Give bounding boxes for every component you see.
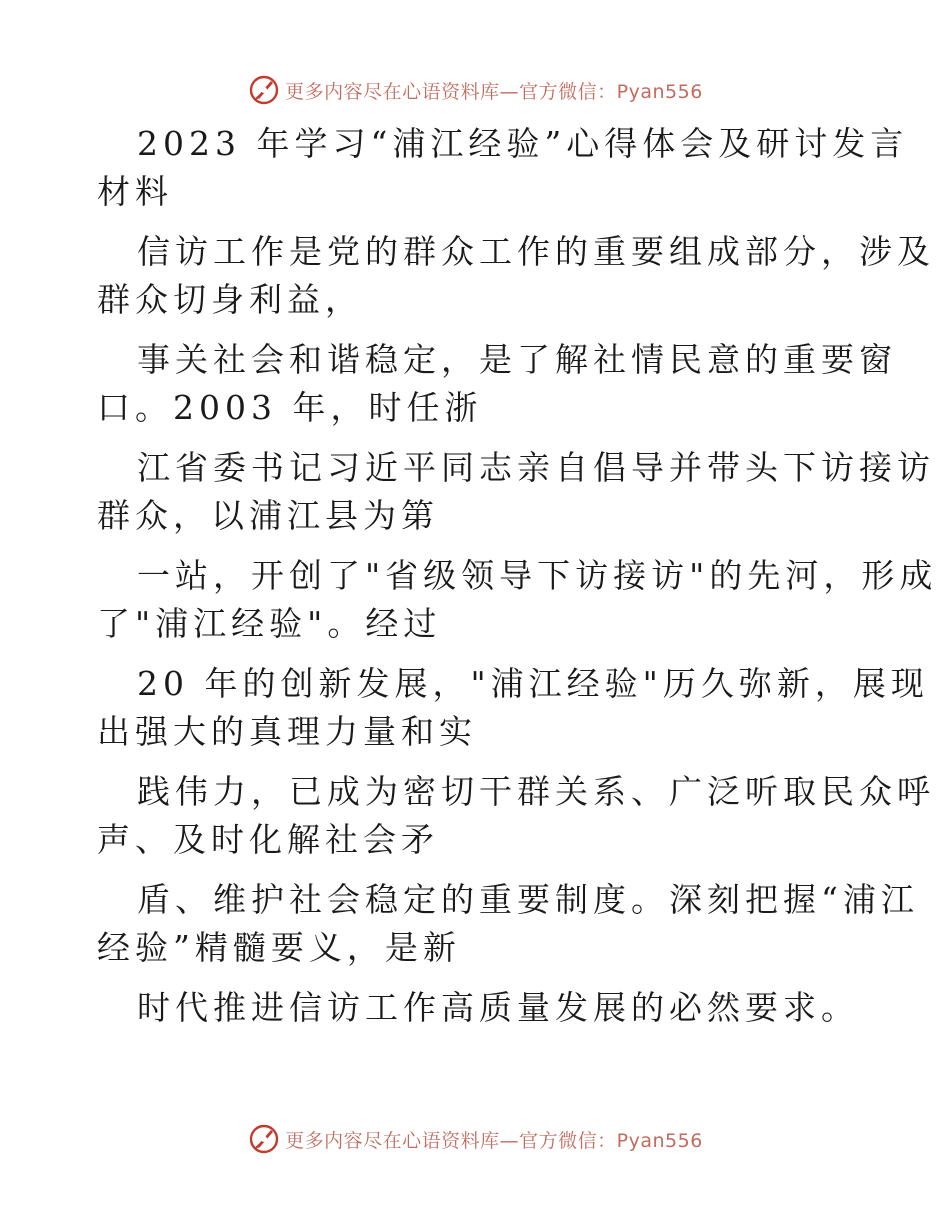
- paragraph-line: 出强大的真理力量和实: [97, 712, 477, 751]
- paragraph-line: 时代推进信访工作高质量发展的必然要求。: [137, 988, 859, 1027]
- paragraph-line: 事关社会和谐稳定，是了解社情民意的重要窗: [137, 340, 897, 379]
- paragraph-line: 口。2003 年，时任浙: [97, 388, 483, 427]
- paragraph-line: 一站，开创了"省级领导下访接访"的先河，形成: [137, 556, 938, 595]
- paragraph-line: 群众，以浦江县为第: [97, 496, 439, 535]
- paragraph-line: 践伟力，已成为密切干群关系、广泛听取民众呼: [137, 772, 935, 811]
- header-banner: [0, 68, 950, 112]
- document-body: [97, 120, 938, 1032]
- paragraph-line: 群众切身利益，: [97, 280, 363, 319]
- header-banner-text: 更多内容尽在心语资料库—官方微信：Pyan556: [285, 80, 703, 103]
- quill-logo-icon: [247, 73, 281, 107]
- paragraph-line: 声、及时化解社会矛: [97, 820, 439, 859]
- paragraph-line: 江省委书记习近平同志亲自倡导并带头下访接访: [137, 448, 935, 487]
- paragraph-line: 经验”精髓要义，是新: [97, 928, 461, 967]
- footer-banner: [0, 1117, 950, 1161]
- title-line-2: 材料: [97, 172, 173, 211]
- paragraph-line: 信访工作是党的群众工作的重要组成部分，涉及: [137, 232, 935, 271]
- title-line-1: 2023 年学习“浦江经验”心得体会及研讨发言: [137, 124, 909, 163]
- quill-logo-icon: [247, 1122, 281, 1156]
- footer-banner-content: [247, 1122, 703, 1156]
- header-banner-content: [247, 73, 703, 107]
- footer-banner-text: 更多内容尽在心语资料库—官方微信：Pyan556: [285, 1129, 703, 1152]
- paragraph-line: 20 年的创新发展，"浦江经验"历久弥新，展现: [137, 664, 929, 703]
- paragraph-line: 了"浦江经验"。经过: [97, 604, 442, 643]
- paragraph-line: 盾、维护社会稳定的重要制度。深刻把握“浦江: [137, 880, 919, 919]
